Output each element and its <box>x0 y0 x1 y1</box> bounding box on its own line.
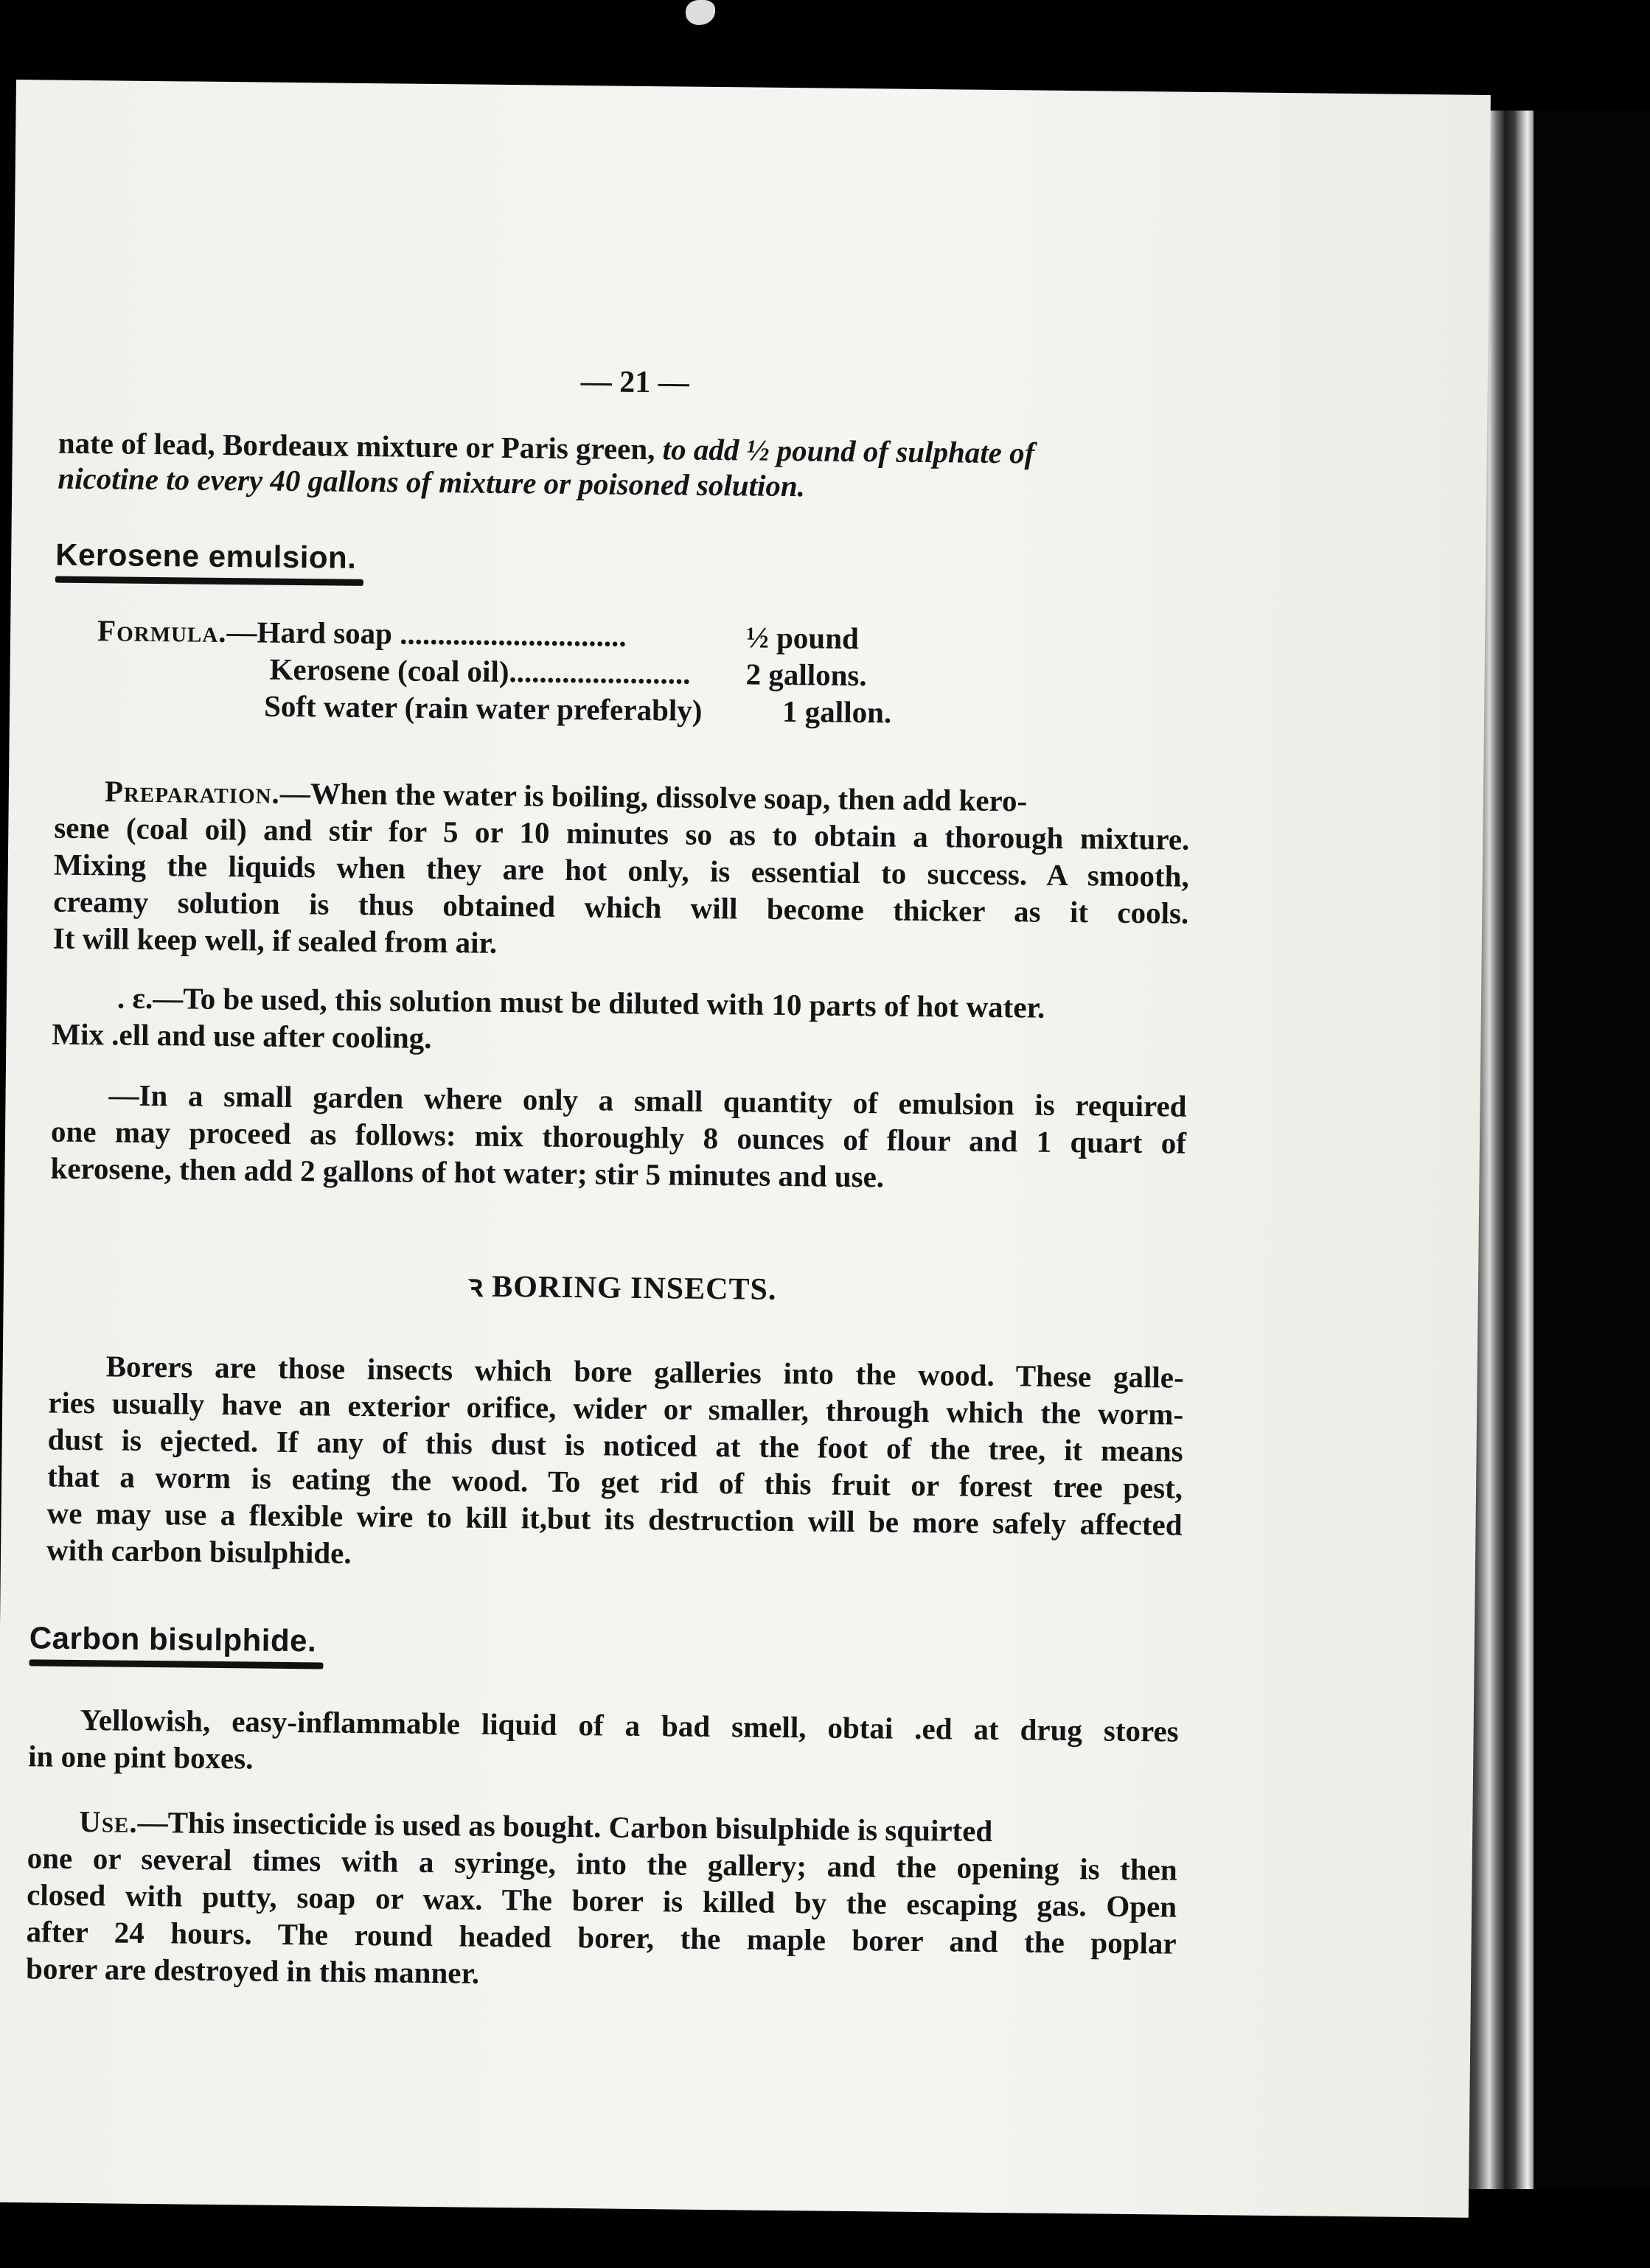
intro-line-1-italic: to add ½ pound of sulphate of <box>662 432 1035 470</box>
prep-label: Preparation. <box>104 774 281 810</box>
carbon-use-line-3: closed with putty, soap or wax. The borer is killed by the escaping gas. Open <box>26 1877 1177 1924</box>
boring-line-2: ries usually have an exterior orifice, wider or smaller, through which the worm- <box>47 1385 1184 1431</box>
page-number: — 21 — <box>580 365 689 400</box>
carbon-use-text-1: —This insecticide is used as bought. Carbon bisulphide is squirted <box>137 1804 993 1848</box>
formula-qty-1: ½ pound <box>745 620 860 656</box>
boring-line-5: we may use a flexible wire to kill it,but its destruction will be more safely affected <box>46 1496 1183 1542</box>
boring-line-1: Borers are those insects which bore galleries into the wood. These galle- <box>105 1349 1184 1395</box>
formula-item-1: —Hard soap .............................. <box>226 615 627 653</box>
formula-qty-2: 2 gallons. <box>745 657 867 693</box>
kerosene-heading: Kerosene emulsion. <box>55 537 357 575</box>
book-spine-shadow <box>1534 111 1650 2189</box>
boring-line-3: dust is ejected. If any of this dust is noticed at the foot of the tree, it means <box>47 1422 1183 1468</box>
carbon-desc-line-1: Yellowish, easy-inflammable liquid of a bad smell, obtai .ed at drug stores <box>80 1703 1179 1748</box>
formula-qty-3: 1 gallon. <box>782 694 892 730</box>
formula-label: Formula. <box>97 613 227 649</box>
garden-line-3: kerosene, then add 2 gallons of hot water; stir 5 minutes and use. <box>50 1151 885 1194</box>
intro-line-1-plain: nate of lead, Bordeaux mixture or Paris green, <box>58 425 655 467</box>
prep-line-4: creamy solution is thus obtained which will become thicker as it cools. <box>53 884 1189 930</box>
use-line-1: . ε.—To be used, this solution must be diluted with 10 parts of hot water. <box>116 980 1045 1025</box>
prep-line-3: Mixing the liquids when they are hot only, is essential to success. A smooth, <box>53 847 1190 893</box>
carbon-desc-line-2: in one pint boxes. <box>27 1739 254 1776</box>
boring-line-4: that a worm is eating the wood. To get rid of this fruit or forest tree pest, <box>46 1459 1183 1505</box>
boring-line-6: with carbon bisulphide. <box>46 1532 352 1570</box>
carbon-use-line-4: after 24 hours. The round headed borer, the maple borer and the poplar <box>26 1914 1177 1961</box>
garden-line-1: —In a small garden where only a small quantity of emulsion is required <box>108 1078 1187 1123</box>
formula-item-2: Kerosene (coal oil)........................ <box>269 652 691 691</box>
carbon-use-line-2: one or several times with a syringe, into the gallery; and the opening is then <box>27 1840 1177 1887</box>
garden-line-2: one may proceed as follows: mix thoroughly 8 ounces of flour and 1 quart of <box>50 1114 1187 1160</box>
formula-line-1 <box>97 613 627 654</box>
book-page <box>0 80 1491 2218</box>
carbon-use-label: Use. <box>79 1804 138 1839</box>
prep-line-5: It will keep well, if sealed from air. <box>52 921 498 960</box>
use-line-2: Mix .ell and use after cooling. <box>52 1016 432 1055</box>
boring-insects-heading: ꝛ BORING INSECTS. <box>467 1269 777 1307</box>
prep-text-1: —When the water is boiling, dissolve soap, then add kero- <box>279 775 1028 818</box>
prep-line-2: sene (coal oil) and stir for 5 or 10 minutes so as to obtain a thorough mixture. <box>54 810 1190 856</box>
intro-line-2: nicotine to every 40 gallons of mixture or poisoned solution. <box>58 461 806 503</box>
carbon-heading: Carbon bisulphide. <box>29 1620 317 1658</box>
carbon-use-line-5: borer are destroyed in this manner. <box>25 1951 480 1990</box>
formula-item-3: Soft water (rain water preferably) <box>263 688 703 727</box>
scan-artifact <box>686 0 715 25</box>
